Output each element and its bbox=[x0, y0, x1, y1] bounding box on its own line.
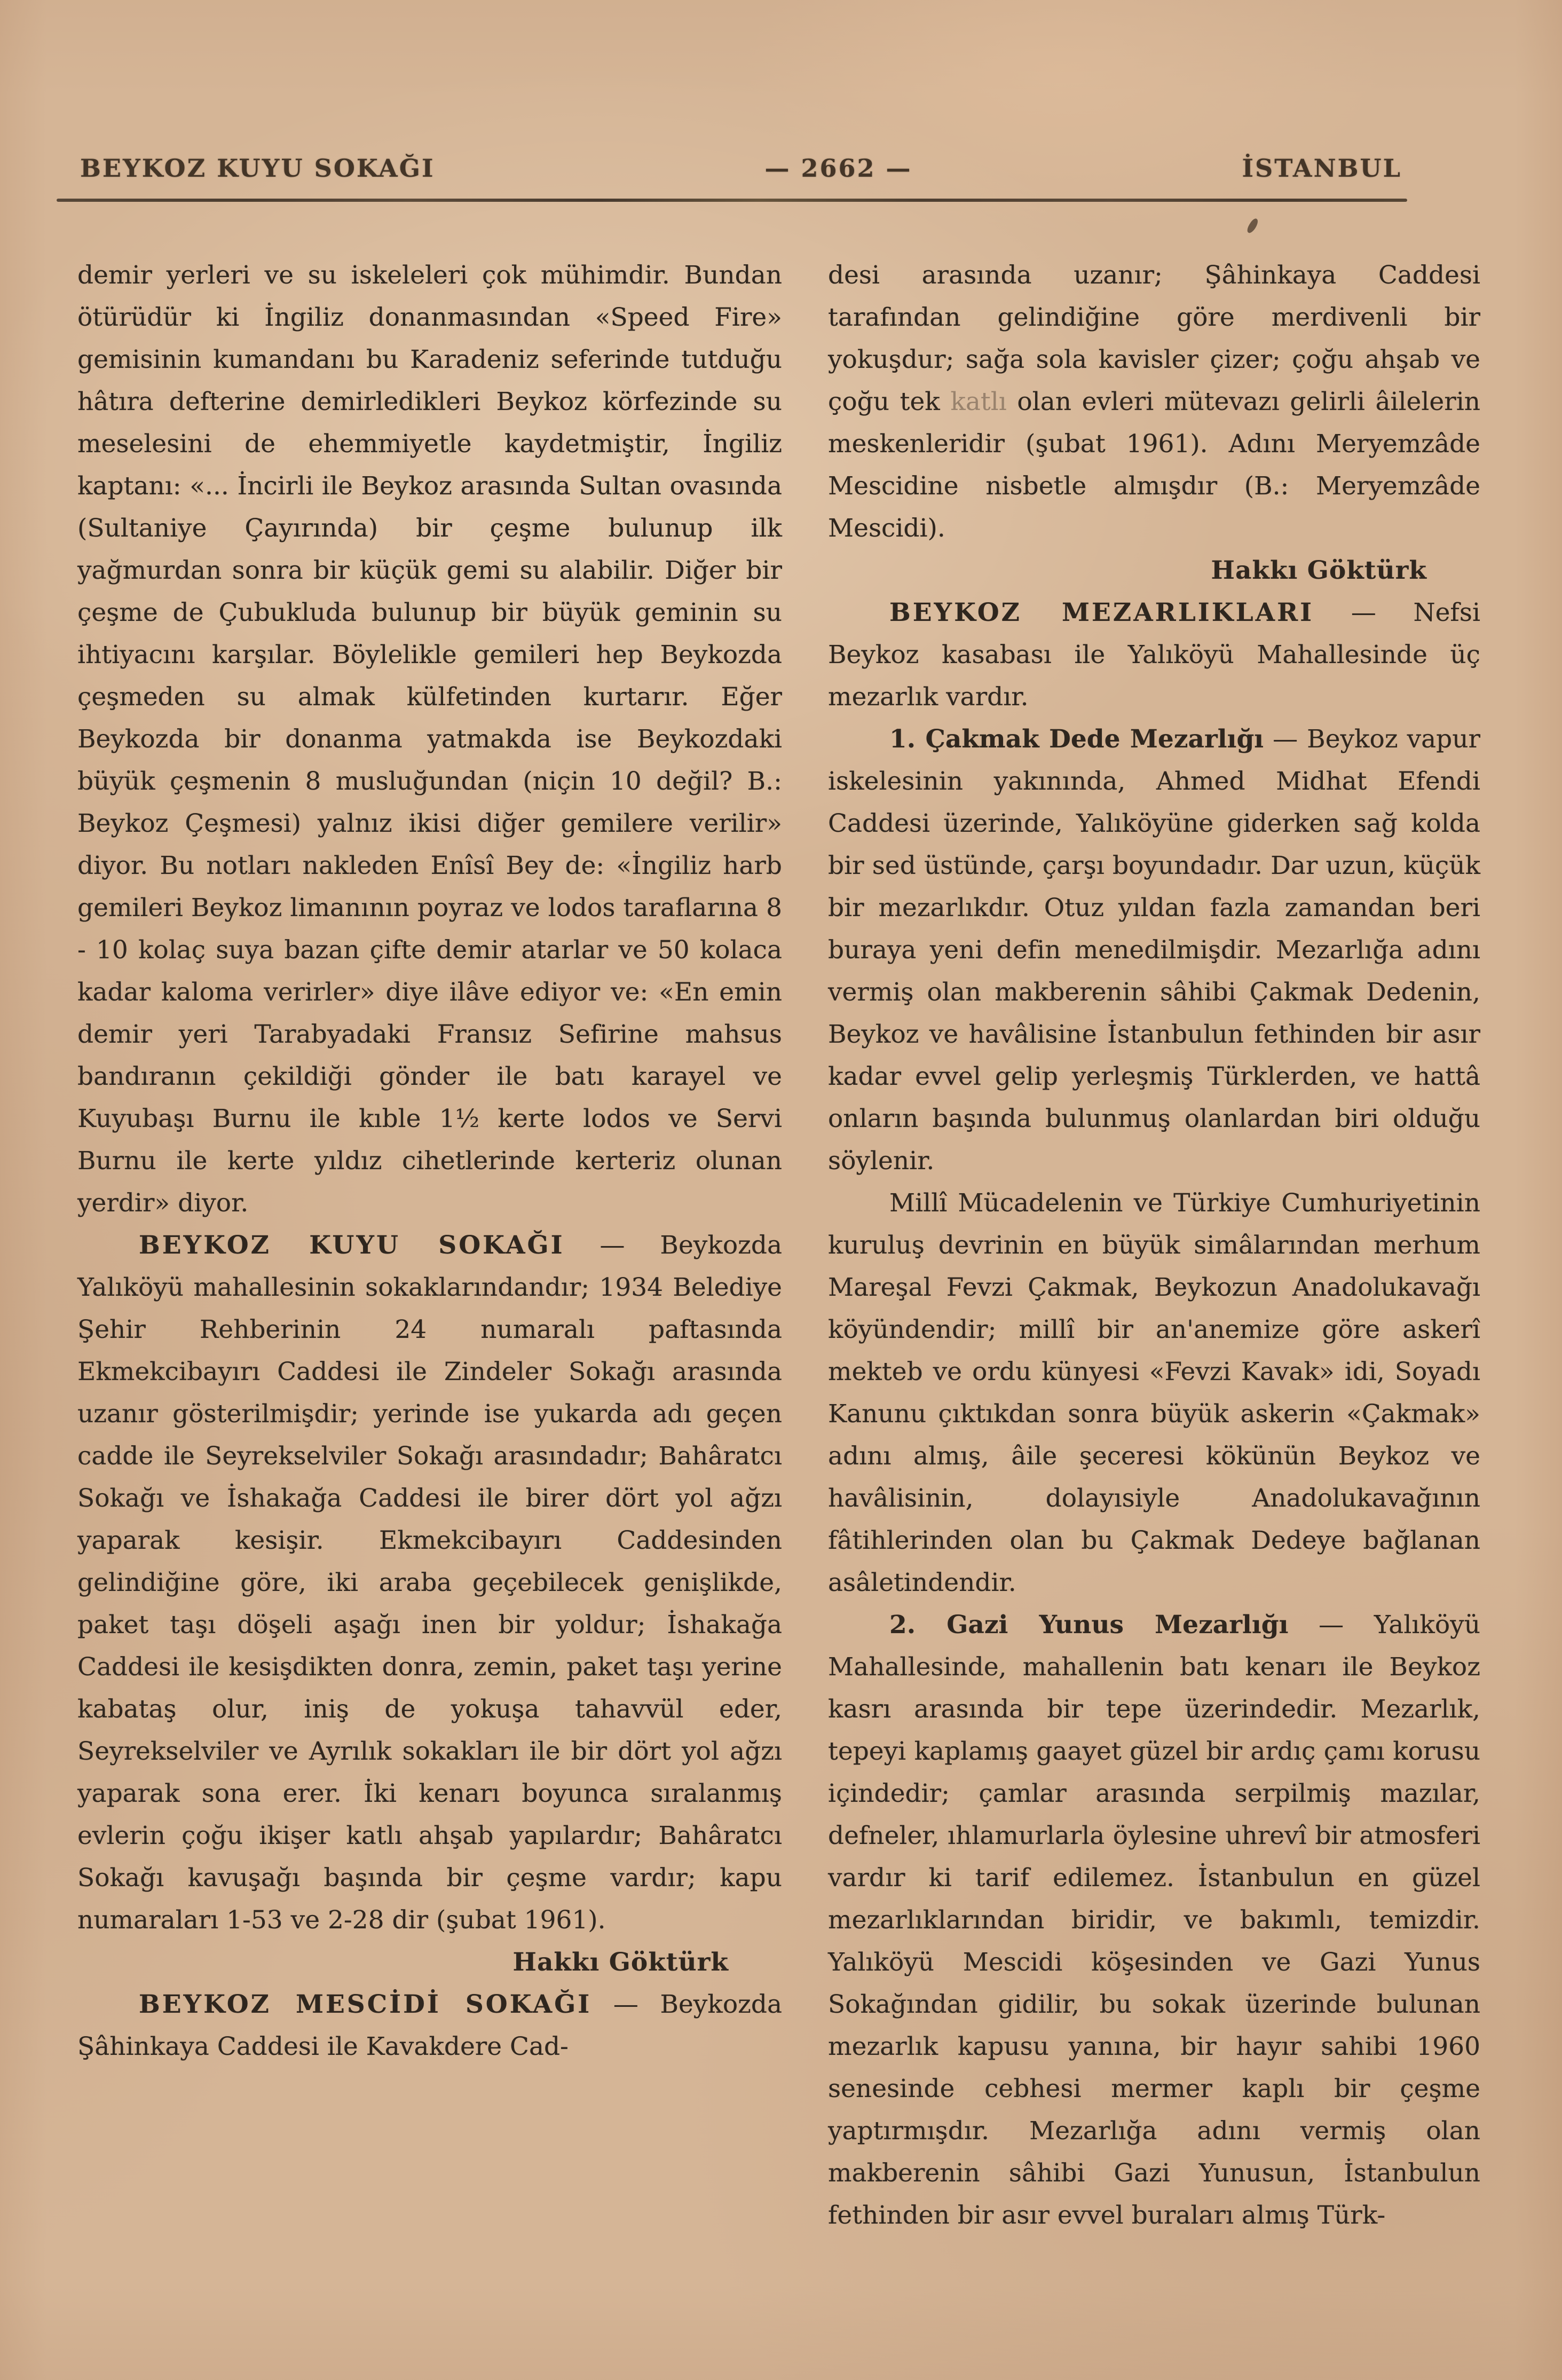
text-run: BEYKOZ MESCİDİ SOKAĞI bbox=[139, 1990, 592, 2019]
running-title-right: İSTANBUL bbox=[1242, 154, 1402, 183]
text-run: — Yalıköyü Mahallesinde, mahallenin batı kenarı ile Beykoz kasrı arasında bir tepe üzerindedir. Mezarlık, tepeyi kaplamış gaayet güzel bir ardıç çamı korusu içindedir; çamlar arasında serpilmiş mazılar, defneler, ıhlamurlarla öylesine uhrevî bir atmosferi vardır ki tarif edilemez. İstanbulun en güzel mezarlıklarından biridir, ve bakımlı, temizdir. Yalıköyü Mescidi köşesinden ve Gazi Yunus Sokağından gidilir, bu sokak üzerinde bulunan mezarlık kapusu yanına, bir hayır sahibi 1960 senesinde cebhesi mermer kaplı bir çeşme yaptırmışdır. Mezarlığa adını vermiş olan makberenin sâhibi Gazi Yunusun, İstanbulun fethinden bir asır evvel buraları almış Türk- bbox=[828, 1610, 1480, 2230]
text-run: — Nefsi Beykoz kasabası ile Yalıköyü Mahallesinde üç mezarlık vardır. bbox=[828, 598, 1480, 712]
text-run: Hakkı Göktürk bbox=[1211, 556, 1427, 585]
ink-speck bbox=[1395, 1035, 1401, 1039]
entry-beykoz-kuyu-sokagi bbox=[77, 1224, 782, 1941]
page-content bbox=[77, 254, 1562, 2236]
column-right bbox=[828, 254, 1480, 2236]
running-title-left: BEYKOZ KUYU SOKAĞI bbox=[80, 154, 435, 183]
text-run: — Beykozda Yalıköyü mahallesinin sokaklarındandır; 1934 Belediye Şehir Rehberinin 24 numaralı paftasında Ekmekcibayırı Caddesi ile Zindeler Sokağı arasında uzanır gösterilmişdir; yerinde ise yukarda adı geçen cadde ile Seyrekselviler Sokağı arasındadır; Bahâratcı Sokağı ve İshakağa Caddesi ile birer dört yol ağzı yaparak kesişir. Ekmekcibayırı Caddesinden gelindiğine göre, iki araba geçebilecek genişlikde, paket taşı döşeli aşağı inen bir yoldur; İshakağa Caddesi ile kesişdikten donra, zemin, paket taşı yerine kabataş olur, iniş de yokuşa tahavvül eder, Seyrekselviler ve Ayrılık sokakları ile bir dört yol ağzı yaparak sona erer. İki kenarı boyunca sıralanmış evlerin çoğu ikişer katlı ahşab yapılardır; Bahâratcı Sokağı kavuşağı başında bir çeşme vardır; kapu numaraları 1-53 ve 2-28 dir (şubat 1961). bbox=[77, 1231, 782, 1935]
header-rule bbox=[57, 199, 1407, 202]
column-left bbox=[77, 254, 782, 2236]
entry-beykoz-mescidi-sokagi-continuation bbox=[828, 254, 1480, 549]
signature-hakki-gokturk bbox=[828, 549, 1480, 592]
ink-speck bbox=[512, 1121, 517, 1125]
text-run: — Beykoz vapur iskelesinin yakınında, Ahmed Midhat Efendi Caddesi üzerinde, Yalıköyüne giderken sağ kolda bir sed üstünde, çarşı boyundadır. Dar uzun, küçük bir mezarlıkdır. Otuz yıldan fazla zamandan beri buraya yeni defin menedilmişdir. Mezarlığa adını vermiş olan makberenin sâhibi Çakmak Dedenin, Beykoz ve havâlisine İstanbulun fethinden bir asır kadar evvel gelip yerleşmiş Türklerden, ve hattâ onların başında bulunmuş olanlardan biri olduğu söylenir. bbox=[828, 724, 1480, 1176]
continuation-beykoz-anchorage-text bbox=[77, 254, 782, 1224]
entry-beykoz-mezarliklari bbox=[828, 592, 1480, 718]
text-run: 2. Gazi Yunus Mezarlığı bbox=[889, 1610, 1289, 1640]
text-run: desi arasında uzanır; Şâhinkaya Caddesi tarafından gelindiğine göre merdivenli bir yokuşdur; sağa sola kavisler çizer; çoğu ahşab ve çoğu tek bbox=[828, 261, 1480, 416]
entry-beykoz-mescidi-sokagi bbox=[77, 1983, 782, 2068]
text-run: katlı bbox=[950, 387, 1007, 416]
text-run: demir yerleri ve su iskeleleri çok mühimdir. Bundan ötürüdür ki İngiliz donanmasından «Speed Fire» gemisinin kumandanı bu Karadeniz seferinde tutduğu hâtıra defterine demirledikleri Beykoz körfezinde su meselesini de ehemmiyetle kaydetmiştir, İngiliz kaptanı: «... İncirli ile Beykoz arasında Sultan ovasında (Sultaniye Çayırında) bir çeşme bulunup ilk yağmurdan sonra bir küçük gemi su alabilir. Diğer bir çeşme de Çubukluda bulunup bir büyük geminin su ihtiyacını karşılar. Böylelikle gemileri hep Beykozda çeşmeden su almak külfetinden kurtarır. Eğer Beykozda bir donanma yatmakda ise Beykozdaki büyük çeşmenin 8 musluğundan (niçin 10 değil? B.: Beykoz Çeşmesi) yalnız ikisi diğer gemilere verilir» diyor. Bu notları nakleden Enîsî Bey de: «İngiliz harb gemileri Beykoz limanının poyraz ve lodos taraflarına 8 - 10 kolaç suya bazan çifte demir atarlar ve 50 kolaca kadar kaloma verirler» diye ilâve ediyor ve: «En emin demir yeri Tarabyadaki Fransız Sefirine mahsus bandıranın çekildiği gönder ile batı karayel ve Kuyubaşı Burnu ile kıble 1½ kerte lodos ve Servi Burnu ile kerte yıldız cihetlerinde kerteriz olunan yerdir» diyor. bbox=[77, 261, 782, 1218]
text-run: BEYKOZ KUYU SOKAĞI bbox=[139, 1231, 565, 1260]
text-run: 1. Çakmak Dede Mezarlığı bbox=[889, 724, 1264, 754]
paragraph-fevzi-cakmak bbox=[828, 1182, 1480, 1604]
text-run: Hakkı Göktürk bbox=[512, 1948, 729, 1977]
text-run: — Beykozda Şâhinkaya Caddesi ile Kavakdere Cad- bbox=[77, 1990, 783, 2061]
text-run: olan evleri mütevazı gelirli âilelerin meskenleridir (şubat 1961). Adını Meryemzâde Mescidine nisbetle almışdır (B.: Meryemzâde Mescidi). bbox=[828, 387, 1480, 543]
ink-speck bbox=[1245, 217, 1260, 234]
page-number: — 2662 — bbox=[764, 154, 912, 183]
text-run: Millî Mücadelenin ve Türkiye Cumhuriyetinin kuruluş devrinin en büyük simâlarından merhum Mareşal Fevzi Çakmak, Beykozun Anadolukavağı köyündendir; millî bir an'anemize göre askerî mekteb ve ordu künyesi «Fevzi Kavak» idi, Soyadı Kanunu çıktıkdan sonra büyük askerin «Çakmak» adını almış, âile şeceresi kökünün Beykoz ve havâlisinin, dolayısiyle Anadolukavağının fâtihlerinden olan bu Çakmak Dedeye bağlanan asâletindendir. bbox=[828, 1188, 1480, 1597]
signature-hakki-gokturk bbox=[77, 1941, 782, 1983]
text-run: BEYKOZ MEZARLIKLARI bbox=[889, 598, 1314, 627]
entry-gazi-yunus-mezarligi bbox=[828, 1604, 1480, 2236]
page-header bbox=[0, 0, 1562, 183]
entry-cakmak-dede-mezarligi bbox=[828, 718, 1480, 1182]
